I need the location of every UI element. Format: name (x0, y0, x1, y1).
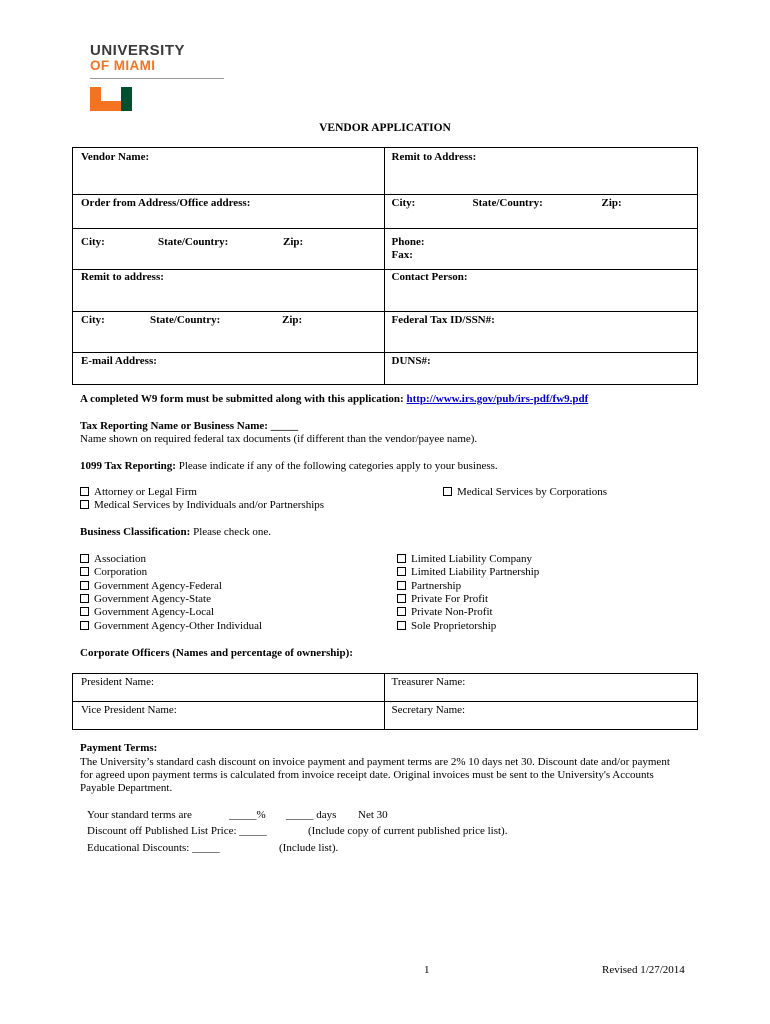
business-classification-text: Please check one. (190, 526, 271, 538)
federal-tax-id-label: Federal Tax ID/SSN#: (391, 314, 495, 326)
order-from-address-cell[interactable] (73, 195, 385, 229)
phone-fax-cell[interactable] (384, 229, 698, 270)
fax-label: Fax: (391, 249, 413, 261)
secretary-name-cell[interactable] (384, 702, 698, 730)
checkbox-llp[interactable] (397, 566, 539, 578)
email-address-label: E-mail Address: (81, 355, 157, 367)
tax-reporting-note: Name shown on required federal tax documents (if different than the vendor/payee name). (80, 433, 478, 445)
checkbox-label: Sole Proprietorship (411, 620, 497, 632)
standard-terms-label: Your standard terms are (87, 809, 192, 821)
net30-text: Net 30 (358, 809, 388, 821)
reporting-1099-label: 1099 Tax Reporting: (80, 460, 176, 472)
zip-label: Zip: (601, 197, 622, 209)
reporting-1099-text: Please indicate if any of the following categories apply to your business. (175, 460, 498, 472)
president-name-cell[interactable] (73, 674, 385, 702)
checkbox-medical-corporations[interactable] (443, 486, 607, 498)
reporting-1099-line (80, 460, 498, 472)
zip-label: Zip: (283, 236, 304, 248)
order-from-address-label: Order from Address/Office address: (81, 197, 251, 209)
city-label: City: (391, 197, 416, 209)
vendor-name-label: Vendor Name: (81, 151, 150, 163)
checkbox-icon[interactable] (397, 621, 406, 630)
checkbox-private-for-profit[interactable] (397, 593, 488, 605)
president-name-label: President Name: (81, 676, 155, 688)
zip-label: Zip: (282, 314, 303, 326)
checkbox-corporation[interactable] (80, 566, 147, 578)
vendor-info-table (72, 147, 698, 385)
treasurer-name-label: Treasurer Name: (391, 676, 466, 688)
remit-city-state-zip-2-cell[interactable] (73, 312, 385, 353)
remit-to-address-2-label: Remit to address: (81, 271, 164, 283)
checkbox-label: Attorney or Legal Firm (94, 486, 197, 498)
checkbox-label: Medical Services by Individuals and/or Partnerships (94, 499, 325, 511)
logo-divider (90, 78, 224, 79)
remit-city-state-zip-cell[interactable] (384, 195, 698, 229)
duns-label: DUNS#: (391, 355, 431, 367)
vice-president-name-label: Vice President Name: (81, 704, 177, 716)
contact-person-label: Contact Person: (391, 271, 468, 283)
page-number: 1 (424, 964, 430, 976)
logo-miami-text: OF MIAMI (90, 58, 156, 73)
checkbox-icon[interactable] (80, 567, 89, 576)
days-field[interactable]: _____ days (286, 809, 337, 821)
revised-date: Revised 1/27/2014 (602, 964, 685, 976)
checkbox-icon[interactable] (80, 500, 89, 509)
federal-tax-id-cell[interactable] (384, 312, 698, 353)
phone-label: Phone: (391, 236, 425, 248)
checkbox-association[interactable] (80, 553, 146, 565)
checkbox-label: Private For Profit (411, 593, 488, 605)
vice-president-name-cell[interactable] (73, 702, 385, 730)
checkbox-medical-individuals[interactable] (80, 499, 324, 511)
document-title: VENDOR APPLICATION (319, 122, 451, 134)
vendor-name-cell[interactable] (73, 148, 385, 195)
university-u-logo-icon (90, 87, 132, 111)
w9-form-link[interactable]: http://www.irs.gov/pub/irs-pdf/fw9.pdf (406, 393, 589, 405)
w9-notice (80, 393, 588, 405)
checkbox-sole-proprietorship[interactable] (397, 620, 496, 632)
checkbox-label: Association (94, 553, 146, 565)
checkbox-gov-other[interactable] (80, 620, 262, 632)
checkbox-llc[interactable] (397, 553, 532, 565)
checkbox-label: Limited Liability Partnership (411, 566, 540, 578)
checkbox-icon[interactable] (397, 607, 406, 616)
email-address-cell[interactable] (73, 353, 385, 385)
w9-notice-text: A completed W9 form must be submitted along with this application: (80, 393, 404, 405)
business-classification-line (80, 526, 271, 538)
payment-terms-line-2: for agreed upon payment terms is calculated from invoice receipt date. Original invoices must be sent to the University's Accounts (80, 769, 654, 781)
payment-terms-line-1: The University’s standard cash discount on invoice payment and payment terms are 2% 10 days net 30. Discount date and/or payment (80, 756, 670, 768)
checkbox-label: Corporation (94, 566, 148, 578)
checkbox-icon[interactable] (80, 554, 89, 563)
logo-university-text: UNIVERSITY (90, 42, 186, 59)
checkbox-private-non-profit[interactable] (397, 606, 493, 618)
treasurer-name-cell[interactable] (384, 674, 698, 702)
payment-terms-heading: Payment Terms: (80, 742, 158, 754)
order-city-state-zip-cell[interactable] (73, 229, 385, 270)
remit-to-address-label: Remit to Address: (391, 151, 477, 163)
checkbox-label: Government Agency-Local (94, 606, 215, 618)
business-classification-label: Business Classification: (80, 526, 191, 538)
checkbox-icon[interactable] (397, 594, 406, 603)
tax-reporting-name-label: Tax Reporting Name or Business Name: _____ (80, 420, 299, 432)
city-label: City: (81, 314, 105, 326)
state-country-label: State/Country: (150, 314, 221, 326)
checkbox-icon[interactable] (397, 554, 406, 563)
checkbox-gov-local[interactable] (80, 606, 214, 618)
checkbox-icon[interactable] (80, 487, 89, 496)
checkbox-icon[interactable] (80, 621, 89, 630)
checkbox-gov-state[interactable] (80, 593, 211, 605)
checkbox-label: Limited Liability Company (411, 553, 532, 565)
checkbox-label: Private Non-Profit (411, 606, 493, 618)
educational-discounts-note: (Include list). (279, 842, 339, 854)
checkbox-icon[interactable] (397, 567, 406, 576)
contact-person-cell[interactable] (384, 270, 698, 312)
duns-cell[interactable] (384, 353, 698, 385)
checkbox-label: Government Agency-State (94, 593, 211, 605)
discount-list-price-label[interactable]: Discount off Published List Price: _____ (87, 825, 267, 837)
remit-to-address-cell[interactable] (384, 148, 698, 195)
checkbox-icon[interactable] (80, 594, 89, 603)
secretary-name-label: Secretary Name: (391, 704, 466, 716)
checkbox-icon[interactable] (80, 581, 89, 590)
checkbox-label: Government Agency-Federal (94, 580, 222, 592)
city-label: City: (81, 236, 105, 248)
checkbox-label: Medical Services by Corporations (457, 486, 607, 498)
corporate-officers-heading: Corporate Officers (Names and percentage of ownership): (80, 647, 353, 659)
discount-list-price-note: (Include copy of current published price list). (308, 825, 508, 837)
checkbox-icon[interactable] (80, 607, 89, 616)
payment-terms-line-3: Payable Department. (80, 782, 173, 794)
remit-to-address-2-cell[interactable] (73, 270, 385, 312)
checkbox-label: Partnership (411, 580, 462, 592)
checkbox-icon[interactable] (443, 487, 452, 496)
state-country-label: State/Country: (472, 197, 543, 209)
checkbox-partnership[interactable] (397, 580, 461, 592)
checkbox-gov-federal[interactable] (80, 580, 222, 592)
percent-field[interactable]: _____% (229, 809, 266, 821)
checkbox-label: Government Agency-Other Individual (94, 620, 263, 632)
educational-discounts-label[interactable]: Educational Discounts: _____ (87, 842, 220, 854)
state-country-label: State/Country: (158, 236, 229, 248)
checkbox-icon[interactable] (397, 581, 406, 590)
checkbox-attorney[interactable] (80, 486, 197, 498)
corporate-officers-table (72, 673, 698, 730)
